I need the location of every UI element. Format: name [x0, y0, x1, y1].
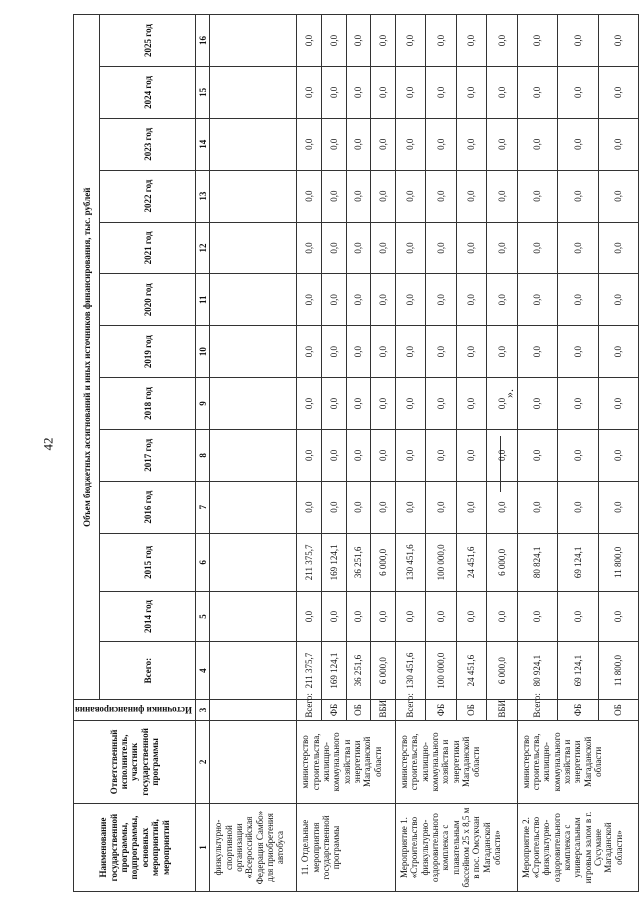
header-year: 2015 год — [100, 533, 196, 592]
year-value-cell: 0,0 — [297, 592, 322, 642]
year-value-cell: 0,0 — [456, 66, 486, 118]
program-name-cell: физкультурно-спортивной организации «Всероссийская Федерация Самбо» для приобретения автобуса — [210, 804, 297, 892]
year-value-cell: 0,0 — [395, 592, 425, 642]
source-cell: ОБ — [598, 700, 639, 720]
year-value-cell: 0,0 — [346, 326, 371, 378]
year-value-cell: 0,0 — [487, 274, 517, 326]
year-value-cell: 169 124,1 — [321, 533, 346, 592]
year-value-cell: 0,0 — [346, 592, 371, 642]
source-cell: ОБ — [456, 700, 486, 720]
year-value-cell: 80 824,1 — [517, 533, 558, 592]
year-value-cell: 100 000,0 — [426, 533, 456, 592]
header-year: 2022 год — [100, 170, 196, 222]
responsible-cell: министерство строительства, жилищно-коммунального хозяйства и энергетики Магаданской области — [395, 720, 517, 803]
column-number: 7 — [196, 481, 210, 533]
year-value-cell: 0,0 — [517, 66, 558, 118]
year-value-cell: 0,0 — [371, 15, 396, 67]
year-value-cell: 0,0 — [487, 118, 517, 170]
year-value-cell: 0,0 — [598, 481, 639, 533]
year-value-cell: 0,0 — [395, 378, 425, 430]
year-value-cell: 0,0 — [558, 481, 599, 533]
year-value-cell: 24 451,6 — [456, 533, 486, 592]
year-value-cell: 0,0 — [321, 592, 346, 642]
year-value-cell: 0,0 — [517, 378, 558, 430]
page-number: 42 — [40, 437, 56, 451]
year-value-cell: 0,0 — [456, 592, 486, 642]
year-value-cell: 0,0 — [598, 170, 639, 222]
year-value-cell: 0,0 — [371, 378, 396, 430]
source-cell: Всего: — [395, 700, 425, 720]
total-value-cell: 80 924,1 — [517, 641, 558, 700]
year-value-cell: 0,0 — [487, 66, 517, 118]
year-value-cell: 0,0 — [487, 326, 517, 378]
year-value-cell — [210, 533, 297, 592]
year-value-cell: 0,0 — [598, 66, 639, 118]
year-value-cell — [210, 481, 297, 533]
header-year: 2021 год — [100, 222, 196, 274]
year-value-cell: 0,0 — [346, 481, 371, 533]
year-value-cell: 0,0 — [456, 274, 486, 326]
year-value-cell: 0,0 — [558, 429, 599, 481]
year-value-cell: 0,0 — [395, 15, 425, 67]
closing-quote-mark: ». — [502, 389, 516, 398]
year-value-cell: 0,0 — [558, 118, 599, 170]
year-value-cell: 0,0 — [395, 118, 425, 170]
responsible-cell: министерство строительства, жилищно-коммунального хозяйства и энергетики Магаданской области — [517, 720, 639, 803]
column-number: 3 — [196, 700, 210, 720]
year-value-cell: 0,0 — [371, 118, 396, 170]
year-value-cell: 0,0 — [426, 429, 456, 481]
table-row — [395, 15, 425, 892]
year-value-cell: 130 451,6 — [395, 533, 425, 592]
year-value-cell: 0,0 — [517, 274, 558, 326]
program-name-cell: Мероприятие 2. «Строительство физкультурно-оздоровительного комплекса с универсальным игровым залом в г. Сусумане Магаданской области» — [517, 804, 639, 892]
year-value-cell: 0,0 — [598, 429, 639, 481]
header-year: 2020 год — [100, 274, 196, 326]
year-value-cell: 0,0 — [346, 118, 371, 170]
year-value-cell: 0,0 — [487, 378, 517, 430]
year-value-cell: 0,0 — [456, 429, 486, 481]
header-year: 2017 год — [100, 429, 196, 481]
year-value-cell: 0,0 — [371, 170, 396, 222]
header-responsible: Ответственный исполнитель, участник государственной программы — [74, 720, 196, 803]
year-value-cell: 0,0 — [395, 170, 425, 222]
table-body — [210, 15, 639, 892]
column-number: 10 — [196, 326, 210, 378]
year-value-cell: 0,0 — [371, 222, 396, 274]
total-value-cell: 169 124,1 — [321, 641, 346, 700]
source-cell: ФБ — [558, 700, 599, 720]
year-value-cell: 0,0 — [517, 118, 558, 170]
column-number: 5 — [196, 592, 210, 642]
year-value-cell: 0,0 — [321, 222, 346, 274]
year-value-cell: 0,0 — [371, 429, 396, 481]
header-total: Всего: — [100, 641, 196, 700]
header-funding-group: Объем бюджетных ассигнований и иных источников финансирования, тыс. рублей — [74, 15, 100, 700]
year-value-cell: 0,0 — [456, 378, 486, 430]
year-value-cell: 0,0 — [297, 274, 322, 326]
year-value-cell: 0,0 — [395, 429, 425, 481]
year-value-cell: 0,0 — [598, 378, 639, 430]
year-value-cell: 0,0 — [517, 429, 558, 481]
year-value-cell: 0,0 — [598, 222, 639, 274]
year-value-cell: 0,0 — [395, 66, 425, 118]
year-value-cell: 0,0 — [426, 378, 456, 430]
source-cell: ВБИ — [487, 700, 517, 720]
year-value-cell: 0,0 — [558, 170, 599, 222]
year-value-cell: 0,0 — [456, 326, 486, 378]
year-value-cell: 0,0 — [558, 274, 599, 326]
year-value-cell: 0,0 — [598, 274, 639, 326]
responsible-cell — [210, 720, 297, 803]
year-value-cell: 0,0 — [346, 274, 371, 326]
year-value-cell: 0,0 — [517, 481, 558, 533]
year-value-cell: 0,0 — [558, 592, 599, 642]
year-value-cell: 0,0 — [426, 66, 456, 118]
column-number: 4 — [196, 641, 210, 700]
year-value-cell: 0,0 — [297, 66, 322, 118]
total-value-cell: 130 451,6 — [395, 641, 425, 700]
header-source-text: Источники финансирования — [75, 705, 192, 716]
total-value-cell: 6 000,0 — [371, 641, 396, 700]
source-cell — [210, 700, 297, 720]
year-value-cell: 0,0 — [346, 222, 371, 274]
column-number: 13 — [196, 170, 210, 222]
year-value-cell: 0,0 — [558, 222, 599, 274]
column-number: 8 — [196, 429, 210, 481]
year-value-cell: 0,0 — [517, 326, 558, 378]
year-value-cell: 0,0 — [487, 592, 517, 642]
year-value-cell: 0,0 — [321, 170, 346, 222]
year-value-cell: 0,0 — [371, 66, 396, 118]
year-value-cell: 0,0 — [395, 222, 425, 274]
table-row — [297, 15, 322, 892]
total-value-cell: 211 375,7 — [297, 641, 322, 700]
year-value-cell: 0,0 — [371, 481, 396, 533]
year-value-cell: 0,0 — [598, 592, 639, 642]
year-value-cell: 0,0 — [321, 15, 346, 67]
header-year: 2014 год — [100, 592, 196, 642]
program-name-cell: Мероприятие 1. «Строительство физкультурно-оздоровительного комплекса с плавательным бассейном 25 х 8,5 м в пос. Омсукчан Магаданской области» — [395, 804, 517, 892]
year-value-cell — [210, 15, 297, 67]
year-value-cell: 0,0 — [487, 222, 517, 274]
column-number: 14 — [196, 118, 210, 170]
year-value-cell: 0,0 — [426, 118, 456, 170]
column-number: 15 — [196, 66, 210, 118]
year-value-cell: 11 800,0 — [598, 533, 639, 592]
year-value-cell: 0,0 — [426, 326, 456, 378]
year-value-cell: 0,0 — [321, 481, 346, 533]
year-value-cell: 0,0 — [297, 429, 322, 481]
year-value-cell: 0,0 — [598, 118, 639, 170]
source-cell: ВБИ — [371, 700, 396, 720]
year-value-cell: 0,0 — [346, 170, 371, 222]
year-value-cell: 0,0 — [456, 15, 486, 67]
total-value-cell: 11 800,0 — [598, 641, 639, 700]
year-value-cell — [210, 274, 297, 326]
year-value-cell: 0,0 — [395, 274, 425, 326]
year-value-cell: 0,0 — [297, 222, 322, 274]
total-value-cell: 36 251,6 — [346, 641, 371, 700]
year-value-cell: 0,0 — [321, 274, 346, 326]
year-value-cell: 0,0 — [321, 378, 346, 430]
total-value-cell: 24 451,6 — [456, 641, 486, 700]
header-year: 2025 год — [100, 15, 196, 67]
column-number: 1 — [196, 804, 210, 892]
year-value-cell: 0,0 — [297, 326, 322, 378]
header-source — [74, 700, 196, 720]
year-value-cell: 0,0 — [346, 66, 371, 118]
year-value-cell — [210, 222, 297, 274]
year-value-cell: 0,0 — [598, 326, 639, 378]
year-value-cell: 0,0 — [487, 429, 517, 481]
year-value-cell: 0,0 — [426, 170, 456, 222]
year-value-cell: 0,0 — [321, 429, 346, 481]
year-value-cell: 0,0 — [487, 481, 517, 533]
year-value-cell: 0,0 — [558, 15, 599, 67]
year-value-cell: 0,0 — [487, 170, 517, 222]
year-value-cell: 69 124,1 — [558, 533, 599, 592]
year-value-cell — [210, 429, 297, 481]
source-cell: ФБ — [321, 700, 346, 720]
program-name-cell: 11. Отдельные мероприятия государственной программы — [297, 804, 396, 892]
total-value-cell: 6 000,0 — [487, 641, 517, 700]
year-value-cell: 0,0 — [598, 15, 639, 67]
year-value-cell: 0,0 — [321, 66, 346, 118]
funding-table — [73, 14, 639, 892]
table-viewport — [73, 14, 624, 892]
year-value-cell: 0,0 — [456, 170, 486, 222]
column-number: 16 — [196, 15, 210, 67]
year-value-cell: 0,0 — [456, 118, 486, 170]
year-value-cell: 0,0 — [517, 170, 558, 222]
header-year: 2024 год — [100, 66, 196, 118]
year-value-cell — [210, 170, 297, 222]
column-number: 12 — [196, 222, 210, 274]
year-value-cell — [210, 592, 297, 642]
year-value-cell: 0,0 — [558, 66, 599, 118]
header-year: 2019 год — [100, 326, 196, 378]
year-value-cell: 0,0 — [297, 15, 322, 67]
column-number: 9 — [196, 378, 210, 430]
year-value-cell: 0,0 — [297, 118, 322, 170]
source-cell: Всего: — [517, 700, 558, 720]
year-value-cell: 0,0 — [371, 592, 396, 642]
year-value-cell: 0,0 — [321, 118, 346, 170]
year-value-cell: 0,0 — [321, 326, 346, 378]
header-year: 2018 год — [100, 378, 196, 430]
year-value-cell: 6 000,0 — [371, 533, 396, 592]
total-value-cell: 100 000,0 — [426, 641, 456, 700]
header-year: 2023 год — [100, 118, 196, 170]
column-number: 6 — [196, 533, 210, 592]
column-number: 2 — [196, 720, 210, 803]
year-value-cell: 0,0 — [558, 326, 599, 378]
year-value-cell: 0,0 — [517, 222, 558, 274]
year-value-cell — [210, 118, 297, 170]
year-value-cell: 0,0 — [297, 170, 322, 222]
year-value-cell: 0,0 — [517, 592, 558, 642]
year-value-cell: 211 375,7 — [297, 533, 322, 592]
year-value-cell: 0,0 — [371, 326, 396, 378]
year-value-cell: 0,0 — [346, 429, 371, 481]
source-cell: ФБ — [426, 700, 456, 720]
year-value-cell: 0,0 — [346, 15, 371, 67]
year-value-cell: 0,0 — [517, 15, 558, 67]
year-value-cell: 6 000,0 — [487, 533, 517, 592]
year-value-cell: 0,0 — [426, 592, 456, 642]
responsible-cell: министерство строительства, жилищно-коммунального хозяйства и энергетики Магаданской области — [297, 720, 396, 803]
total-value-cell — [210, 641, 297, 700]
year-value-cell: 0,0 — [426, 481, 456, 533]
total-value-cell: 69 124,1 — [558, 641, 599, 700]
year-value-cell: 0,0 — [395, 326, 425, 378]
year-value-cell: 0,0 — [346, 378, 371, 430]
table-row — [517, 15, 558, 892]
year-value-cell: 0,0 — [558, 378, 599, 430]
year-value-cell: 0,0 — [426, 274, 456, 326]
source-cell: ОБ — [346, 700, 371, 720]
year-value-cell: 0,0 — [487, 15, 517, 67]
year-value-cell: 0,0 — [395, 481, 425, 533]
year-value-cell: 0,0 — [297, 378, 322, 430]
year-value-cell: 0,0 — [297, 481, 322, 533]
year-value-cell: 0,0 — [371, 274, 396, 326]
year-value-cell — [210, 66, 297, 118]
table-row — [210, 15, 297, 892]
header-name: Наименование государственной программы, подпрограммы, основных мероприятий, мероприятий — [74, 804, 196, 892]
year-value-cell: 0,0 — [426, 15, 456, 67]
year-value-cell: 0,0 — [456, 222, 486, 274]
header-year: 2016 год — [100, 481, 196, 533]
year-value-cell — [210, 326, 297, 378]
year-value-cell: 0,0 — [426, 222, 456, 274]
year-value-cell: 36 251,6 — [346, 533, 371, 592]
source-cell: Всего: — [297, 700, 322, 720]
year-value-cell — [210, 378, 297, 430]
rotated-table-container — [73, 14, 624, 892]
column-number: 11 — [196, 274, 210, 326]
year-value-cell: 0,0 — [456, 481, 486, 533]
